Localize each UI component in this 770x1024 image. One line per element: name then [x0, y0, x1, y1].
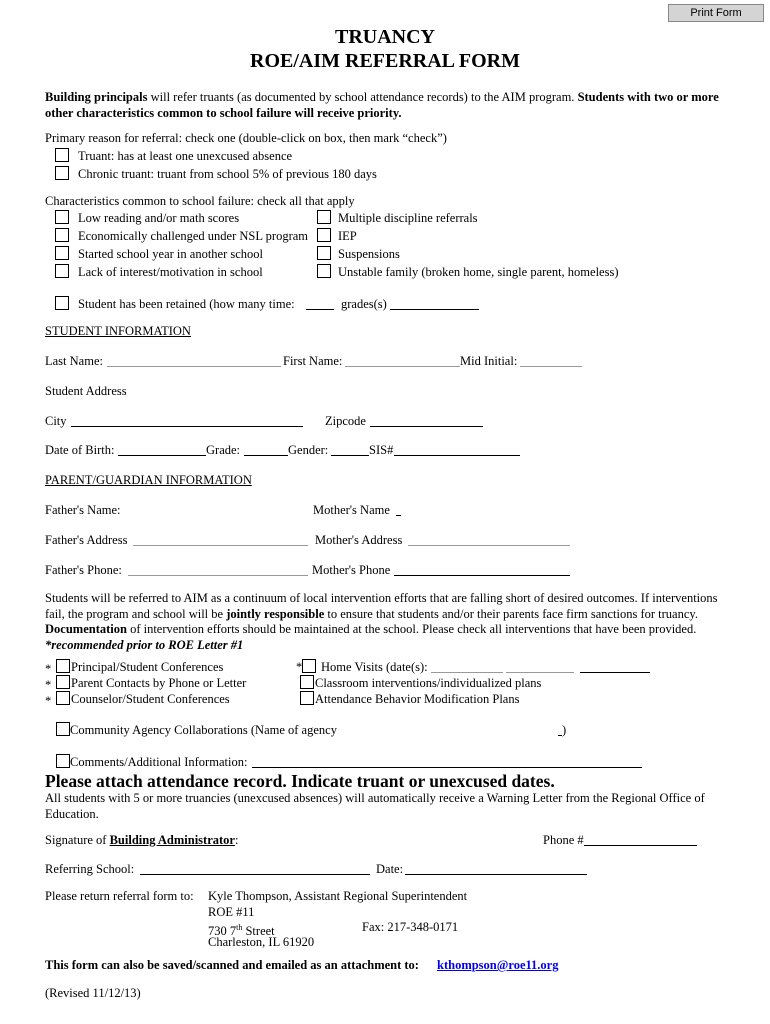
referring-school-label: Referring School:: [45, 862, 135, 876]
documentation: Documentation: [45, 622, 127, 636]
mother-name-label: Mother's Name: [313, 503, 390, 517]
attach-heading: Please attach attendance record. Indicate truant or unexcused dates.: [45, 771, 555, 791]
first-name-field[interactable]: [345, 366, 460, 367]
suspensions-checkbox[interactable]: [317, 246, 331, 260]
started-another-school-checkbox[interactable]: [55, 246, 69, 260]
comments-label: Comments/Additional Information:: [70, 755, 248, 769]
jointly-responsible: jointly responsible: [226, 606, 325, 621]
student-info-heading: STUDENT INFORMATION: [45, 324, 191, 338]
grades-label: grades(s): [341, 297, 387, 311]
phone-field[interactable]: [584, 845, 697, 846]
parent-contacts-checkbox[interactable]: [56, 675, 70, 689]
sis-label: SIS#: [369, 443, 394, 457]
sis-field[interactable]: [394, 455, 520, 456]
email-link[interactable]: kthompson@roe11.org: [437, 958, 559, 972]
father-address-label: Father's Address: [45, 533, 128, 547]
primary-reason-heading: Primary reason for referral: check one (double-click on box, then mark “check”): [45, 131, 447, 145]
parent-contacts-label: Parent Contacts by Phone or Letter: [71, 676, 247, 690]
economically-challenged-label: Economically challenged under NSL program: [78, 229, 309, 243]
suspensions-label: Suspensions: [338, 247, 400, 261]
referring-school-field[interactable]: [140, 874, 370, 875]
classroom-interventions-checkbox[interactable]: [300, 675, 314, 689]
community-agency-label: Community Agency Collaborations (Name of agency: [70, 723, 337, 737]
retained-checkbox[interactable]: [55, 296, 69, 310]
home-visits-date-3[interactable]: [580, 672, 650, 673]
low-scores-label: Low reading and/or math scores: [78, 211, 240, 225]
zipcode-field[interactable]: [370, 426, 483, 427]
signature-prefix: Signature of: [45, 833, 110, 847]
mid-initial-label: Mid Initial:: [460, 354, 518, 368]
warning-paragraph: All students with 5 or more truancies (unexcused absences) will automatically receive a Warning Letter from the Regional Office of Education.: [45, 791, 705, 821]
last-name-field[interactable]: [107, 366, 281, 367]
discipline-referrals-label: Multiple discipline referrals: [338, 211, 478, 225]
return-city: Charleston, IL 61920: [208, 935, 315, 949]
comments-checkbox[interactable]: [56, 754, 70, 768]
continuum-text-3: of intervention efforts should be maintained at the school. Please check all interventions that have been provided.: [126, 622, 697, 636]
behavior-plans-label: Attendance Behavior Modification Plans: [315, 692, 520, 706]
mother-phone-field[interactable]: [394, 575, 570, 576]
email-note: This form can also be saved/scanned and emailed as an attachment to:: [45, 958, 419, 972]
revised-date: (Revised 11/12/13): [45, 986, 141, 1000]
lack-interest-checkbox[interactable]: [55, 264, 69, 278]
star-3: *: [45, 694, 52, 708]
classroom-interventions-label: Classroom interventions/individualized plans: [315, 676, 542, 690]
truant-label: Truant: has at least one unexcused absence: [78, 149, 293, 163]
started-another-school-label: Started school year in another school: [78, 247, 264, 261]
truant-checkbox[interactable]: [55, 148, 69, 162]
zipcode-label: Zipcode: [325, 414, 366, 428]
home-visits-label: Home Visits (date(s):: [321, 660, 428, 674]
home-visits-date-2[interactable]: [506, 672, 574, 673]
street-number: 730 7: [208, 924, 237, 939]
date-label: Date:: [376, 862, 404, 876]
low-scores-checkbox[interactable]: [55, 210, 69, 224]
retained-label: Student has been retained (how many time:: [78, 297, 295, 311]
student-address-label: Student Address: [45, 384, 127, 398]
intro-text: will refer truants (as documented by school attendance records) to the AIM program.: [147, 90, 578, 104]
intro-bold-priority: Students with two or more other characteristics common to school failure will receive priority.: [45, 90, 719, 120]
community-agency-checkbox[interactable]: [56, 722, 70, 736]
city-field[interactable]: [71, 426, 303, 427]
gender-label: Gender:: [288, 443, 329, 457]
form-subtitle: ROE/AIM REFERRAL FORM: [250, 50, 520, 72]
intro-paragraph: [45, 90, 725, 121]
counselor-conferences-label: Counselor/Student Conferences: [71, 692, 230, 706]
chronic-truant-label: Chronic truant: truant from school 5% of previous 180 days: [78, 167, 377, 181]
continuum-paragraph: [45, 591, 725, 653]
continuum-text-1: Students will be referred to AIM as a continuum of local intervention efforts that are falling short of desired outcomes. If interventions fail, the program and school will be: [45, 591, 718, 621]
last-name-label: Last Name:: [45, 354, 103, 368]
signature-label: [45, 833, 238, 848]
iep-checkbox[interactable]: [317, 228, 331, 242]
return-office: ROE #11: [208, 905, 255, 919]
unstable-family-label: Unstable family (broken home, single parent, homeless): [338, 265, 619, 279]
parent-info-heading: PARENT/GUARDIAN INFORMATION: [45, 473, 252, 487]
principal-conferences-checkbox[interactable]: [56, 659, 70, 673]
return-fax: Fax: 217-348-0171: [362, 920, 459, 934]
first-name-label: First Name:: [283, 354, 343, 368]
phone-label: Phone #: [543, 833, 584, 847]
behavior-plans-checkbox[interactable]: [300, 691, 314, 705]
mother-address-field[interactable]: [408, 545, 570, 546]
street-name: Street: [242, 924, 275, 939]
comments-field[interactable]: [252, 767, 642, 768]
mother-address-label: Mother's Address: [315, 533, 403, 547]
home-visits-checkbox[interactable]: [302, 659, 316, 673]
father-name-label: Father's Name:: [45, 503, 121, 517]
dob-label: Date of Birth:: [45, 443, 115, 457]
grade-field[interactable]: [244, 455, 288, 456]
mid-initial-field[interactable]: [520, 366, 582, 367]
mother-phone-label: Mother's Phone: [312, 563, 391, 577]
iep-label: IEP: [338, 229, 357, 243]
star-1: *: [45, 662, 52, 676]
return-label: Please return referral form to:: [45, 889, 194, 903]
street-suffix: th: [236, 923, 243, 932]
retained-times-field[interactable]: [306, 309, 334, 310]
mother-name-field[interactable]: [396, 515, 401, 516]
retained-grades-field[interactable]: [390, 309, 479, 310]
city-label: City: [45, 414, 67, 428]
print-form-button[interactable]: Print Form: [668, 4, 764, 22]
star-2: *: [45, 678, 52, 692]
return-name: Kyle Thompson, Assistant Regional Superintendent: [208, 889, 468, 903]
unstable-family-checkbox[interactable]: [317, 264, 331, 278]
grade-label: Grade:: [206, 443, 241, 457]
intro-bold-principals: Building principals: [45, 90, 148, 104]
form-title: TRUANCY: [335, 26, 435, 48]
father-phone-field[interactable]: [128, 575, 308, 576]
dob-field[interactable]: [118, 455, 206, 456]
recommended-note: *recommended prior to ROE Letter #1: [45, 637, 244, 652]
discipline-referrals-checkbox[interactable]: [317, 210, 331, 224]
lack-interest-label: Lack of interest/motivation in school: [78, 265, 263, 279]
community-close-paren: ): [562, 723, 567, 737]
father-phone-label: Father's Phone:: [45, 563, 122, 577]
principal-conferences-label: Principal/Student Conferences: [71, 660, 224, 674]
economically-challenged-checkbox[interactable]: [55, 228, 69, 242]
signature-colon: :: [234, 833, 239, 847]
continuum-text-2: to ensure that students and/or their parents face firm sanctions for truancy.: [324, 606, 698, 621]
counselor-conferences-checkbox[interactable]: [56, 691, 70, 705]
star-4: *: [296, 660, 303, 674]
signature-role: Building Administrator: [109, 833, 235, 847]
gender-field[interactable]: [331, 455, 369, 456]
home-visits-date-1[interactable]: [431, 672, 503, 673]
date-field[interactable]: [405, 874, 587, 875]
chronic-truant-checkbox[interactable]: [55, 166, 69, 180]
characteristics-heading: Characteristics common to school failure: check all that apply: [45, 194, 355, 208]
father-address-field[interactable]: [133, 545, 308, 546]
